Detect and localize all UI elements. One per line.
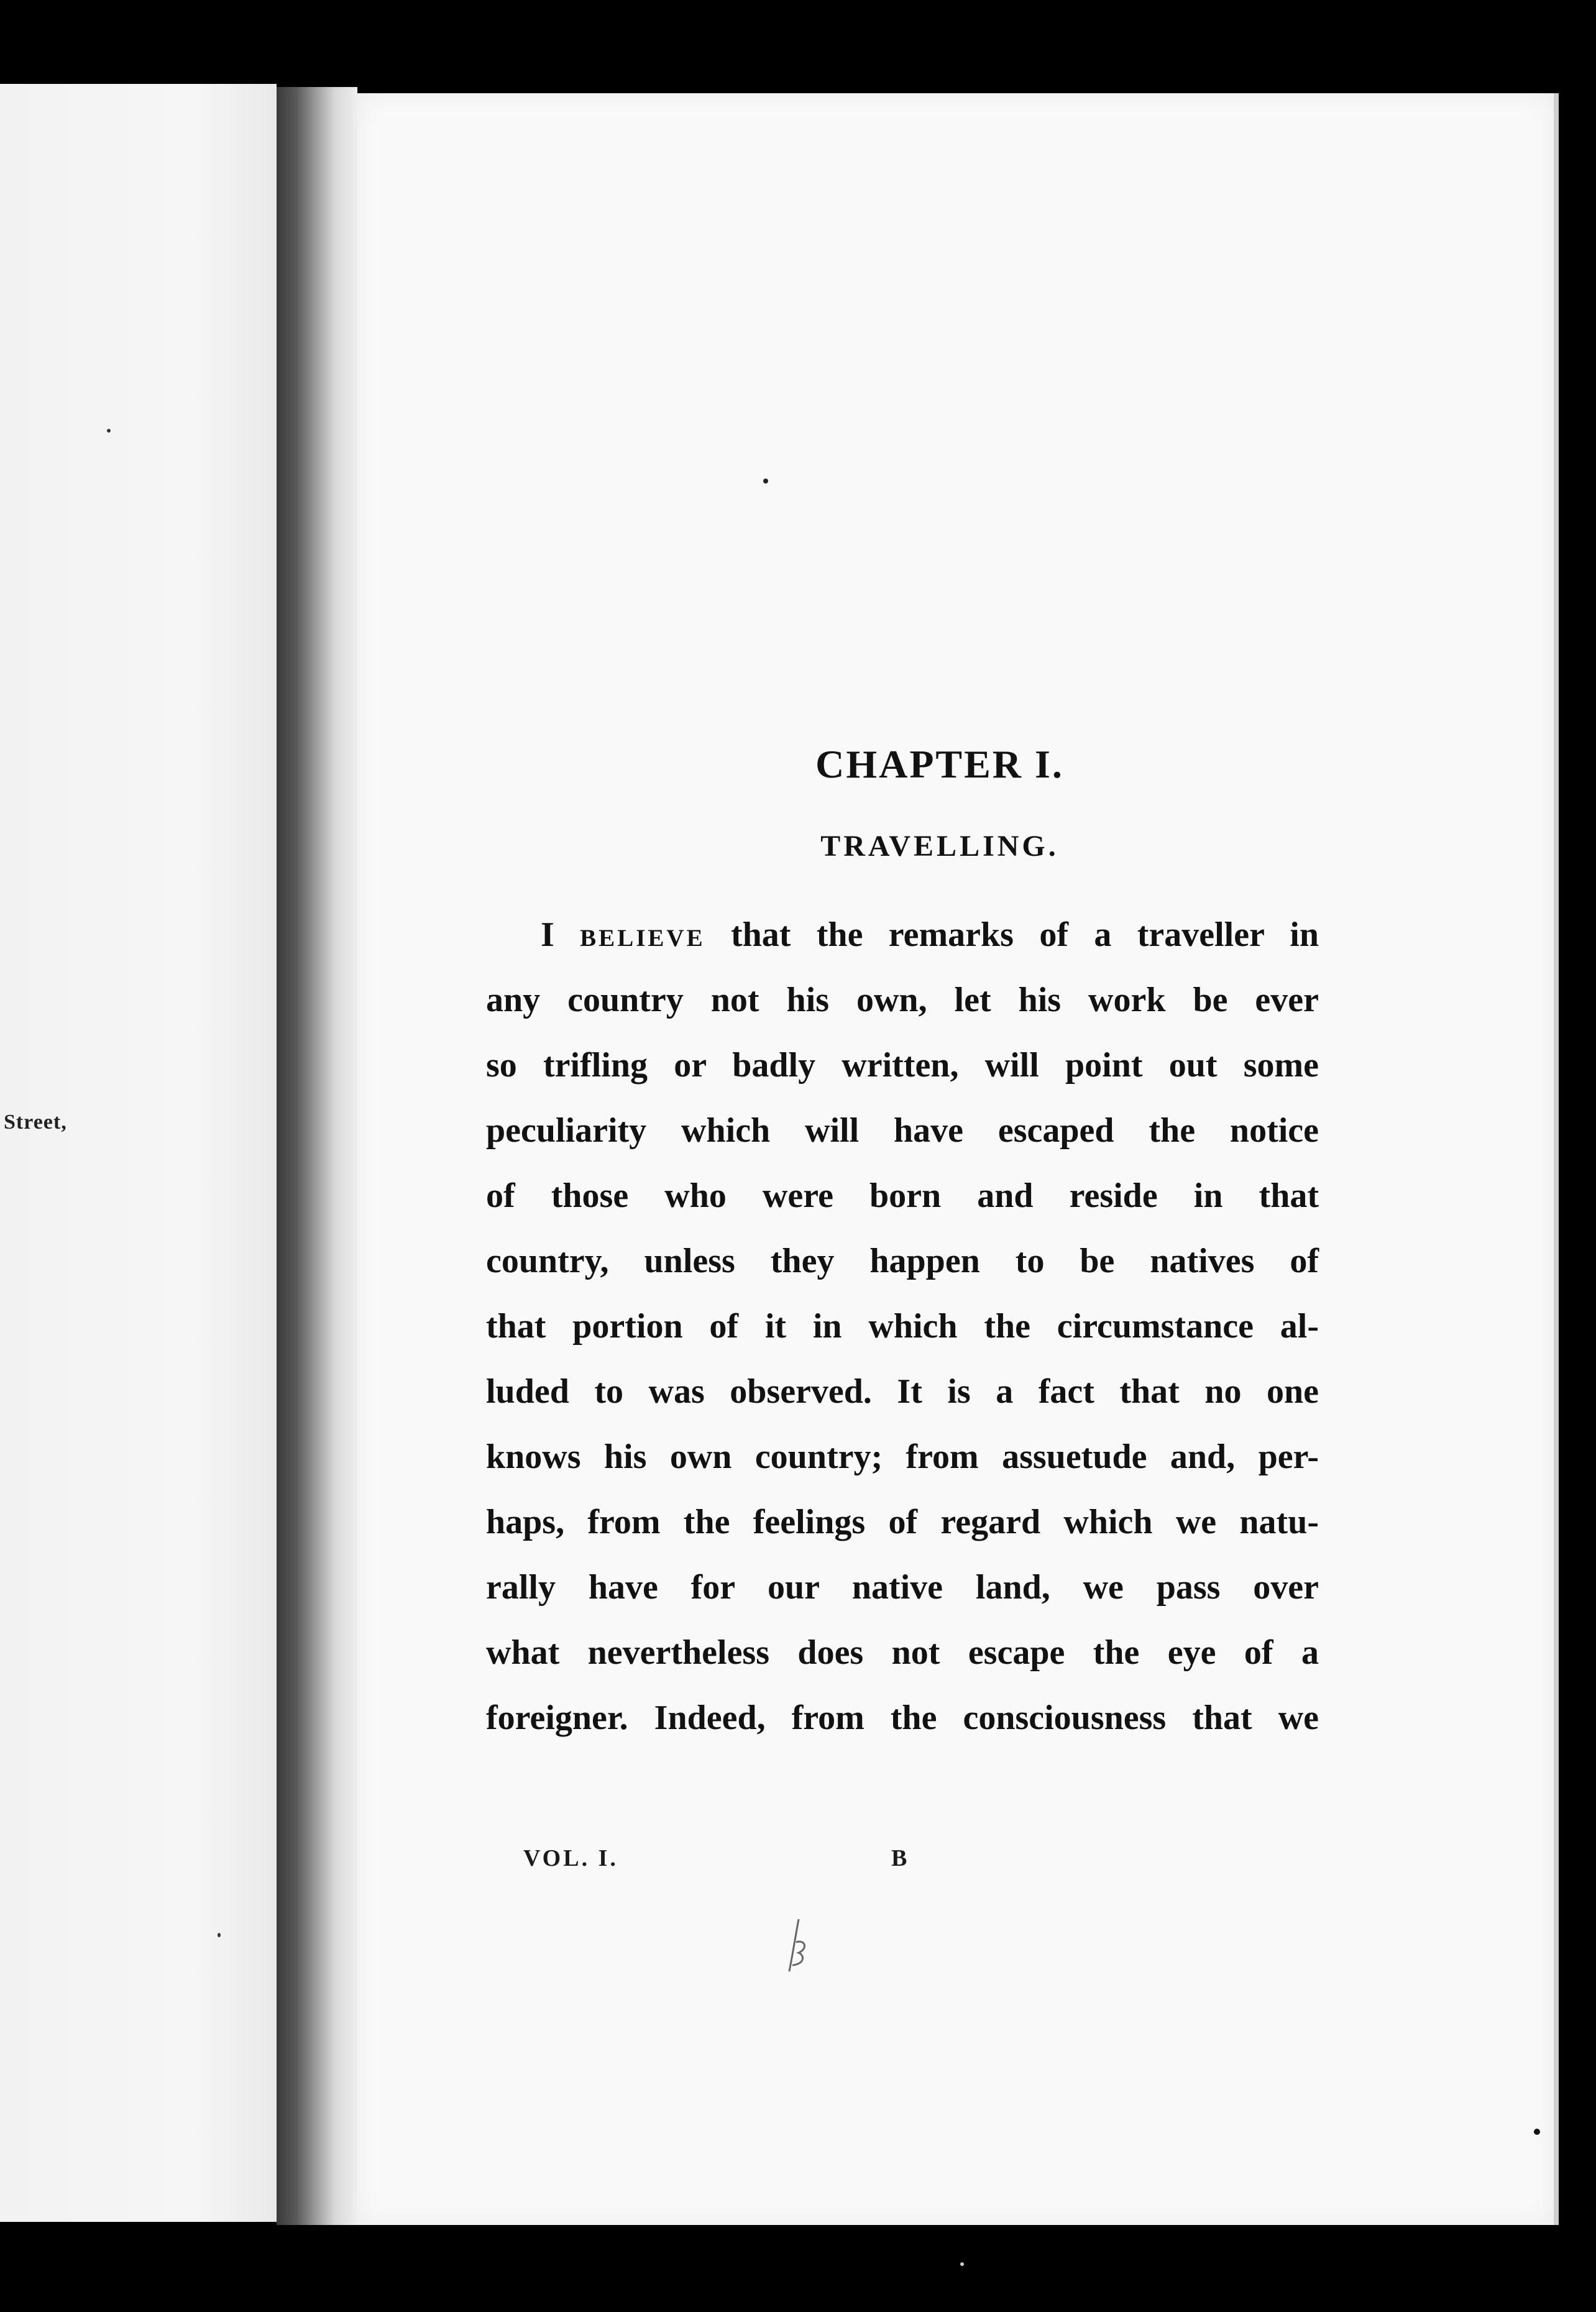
text-line: what nevertheless does not escape the eye of a: [486, 1633, 1319, 1672]
body-paragraph: [486, 902, 1319, 1751]
text-line: foreigner. Indeed, from the consciousness that we: [486, 1699, 1319, 1737]
text-line: any country not his own, let his work be ever: [486, 981, 1319, 1019]
ink-speck: [960, 2262, 964, 2266]
text-line: haps, from the feelings of regard which we natu-: [486, 1503, 1319, 1541]
chapter-subtitle: TRAVELLING.: [820, 830, 1059, 863]
pencil-annotation: [780, 1914, 817, 1976]
page-text-block: [486, 733, 1319, 1751]
book-binding-gutter: [277, 87, 357, 2225]
text-line: knows his own country; from assuetude and, per-: [486, 1438, 1319, 1476]
text-line: peculiarity which will have escaped the notice: [486, 1111, 1319, 1150]
text-line: luded to was observed. It is a fact that no one: [486, 1372, 1319, 1411]
previous-page: [0, 84, 277, 2222]
text-line: so trifling or badly written, will point out some: [486, 1046, 1319, 1085]
signature-mark: B: [891, 1845, 910, 1871]
ink-speck: [763, 479, 768, 484]
previous-page-fragment: Street,: [4, 1111, 67, 1134]
ink-speck: [1534, 2129, 1540, 2135]
volume-marker: VOL. I.: [523, 1845, 618, 1871]
chapter-title: CHAPTER I.: [815, 742, 1064, 786]
text-line: that portion of it in which the circumstance al-: [486, 1307, 1319, 1346]
page-footer: [523, 1845, 921, 1882]
text-line: of those who were born and reside in that: [486, 1177, 1319, 1215]
text-line: rally have for our native land, we pass over: [486, 1568, 1319, 1607]
ink-speck: [218, 1933, 221, 1937]
page-edge: [1554, 93, 1559, 2225]
ink-speck: [107, 429, 111, 433]
text-line: country, unless they happen to be natives of: [486, 1242, 1319, 1280]
text-line: I believe that the remarks of a traveller in: [541, 915, 1319, 954]
